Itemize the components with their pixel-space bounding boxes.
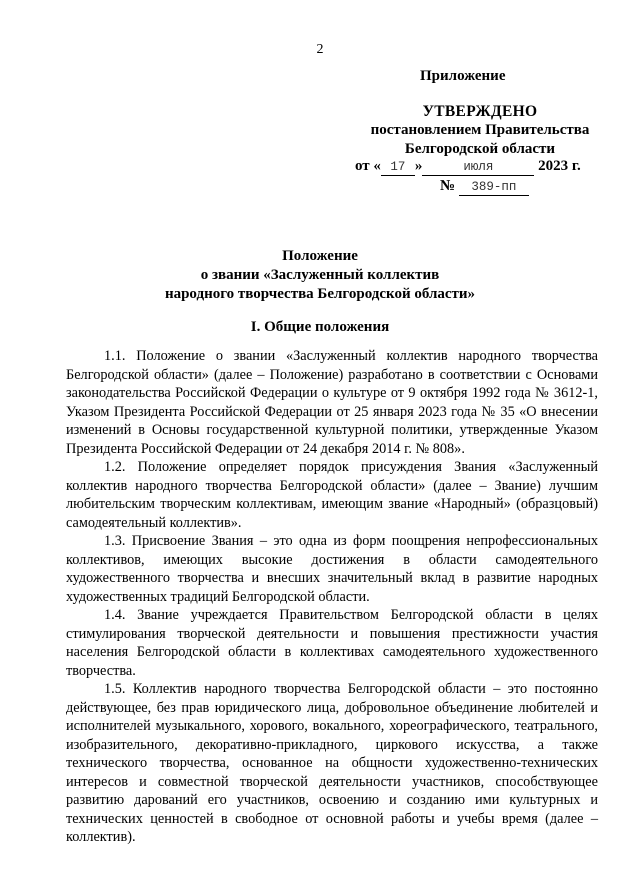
number-value: 389-пп bbox=[459, 180, 529, 196]
document-title-line-3: народного творчества Белгородской области» bbox=[164, 286, 476, 302]
paragraph-1-1: 1.1. Положение о звании «Заслуженный коллектив народного творчества Белгородской области» (далее – Положение) разработано в соответствии с Основами законодательства Российской Федерации о культуре от 9 октября 1992 года № 3612-1, Указом Президента Российской Федерации от 25 января 2023 года № 35 «О внесении изменений в Основы государственной культурной политики, утвержденные Указом Президента Российской Федерации от 24 декабря 2014 г. № 808». bbox=[66, 348, 598, 457]
date-prefix: от « bbox=[355, 158, 381, 174]
appendix-label: Приложение bbox=[420, 68, 506, 84]
approval-stamp bbox=[340, 102, 620, 159]
paragraph-1-5: 1.5. Коллектив народного творчества Белгородской области – это постоянно действующее, без прав юридического лица, добровольное объединение любителей и исполнителей музыкального, хорового, вокального, хореографического, театрального, изобразительного, декоративно-прикладного, циркового искусства, а также технического творчества, основанное на общности художественно-технических интересов и совместной творческой деятельности участников, способствующее развитию дарований его участников, освоению и созданию ими культурных и технических ценностей в свободное от основной работы и учебы время (далее – коллектив). bbox=[66, 681, 598, 845]
date-year: 2023 г. bbox=[538, 158, 581, 174]
date-month: июля bbox=[422, 160, 534, 176]
paragraph-1-2: 1.2. Положение определяет порядок присуждения Звания «Заслуженный коллектив народного творчества Белгородской области» (далее – Звание) лучшим любительским творческим коллективам, имеющим звание «Народный» (образцовый) самодеятельный коллектив». bbox=[66, 459, 598, 531]
approval-date bbox=[355, 158, 581, 176]
approval-line-2: Белгородской области bbox=[404, 141, 556, 157]
section-title: I. Общие положения bbox=[250, 319, 390, 335]
document-title-line-1: Положение bbox=[282, 248, 358, 264]
approval-title: УТВЕРЖДЕНО bbox=[422, 103, 538, 120]
paragraph-1-3: 1.3. Присвоение Звания – это одна из форм поощрения непрофессиональных коллективов, имеющих высокие достижения в области самодеятельного художественного творчества и внесших значительный вклад в развитие народных художественных традиций Белгородской области. bbox=[66, 533, 598, 605]
approval-line-1: постановлением Правительства bbox=[370, 122, 590, 138]
number-prefix: № bbox=[440, 178, 456, 194]
date-day: 17 bbox=[381, 160, 415, 176]
document-title-line-2: о звании «Заслуженный коллектив bbox=[200, 267, 440, 283]
document-title bbox=[0, 247, 640, 304]
paragraph-1-4: 1.4. Звание учреждается Правительством Белгородской области в целях стимулирования творческой деятельности и повышения престижности участия населения Белгородской области в коллективах самодеятельного художественного творчества. bbox=[66, 607, 598, 679]
date-mid: » bbox=[414, 158, 423, 174]
approval-number bbox=[440, 178, 529, 196]
page-number: 2 bbox=[316, 42, 324, 57]
document-body bbox=[66, 347, 598, 847]
